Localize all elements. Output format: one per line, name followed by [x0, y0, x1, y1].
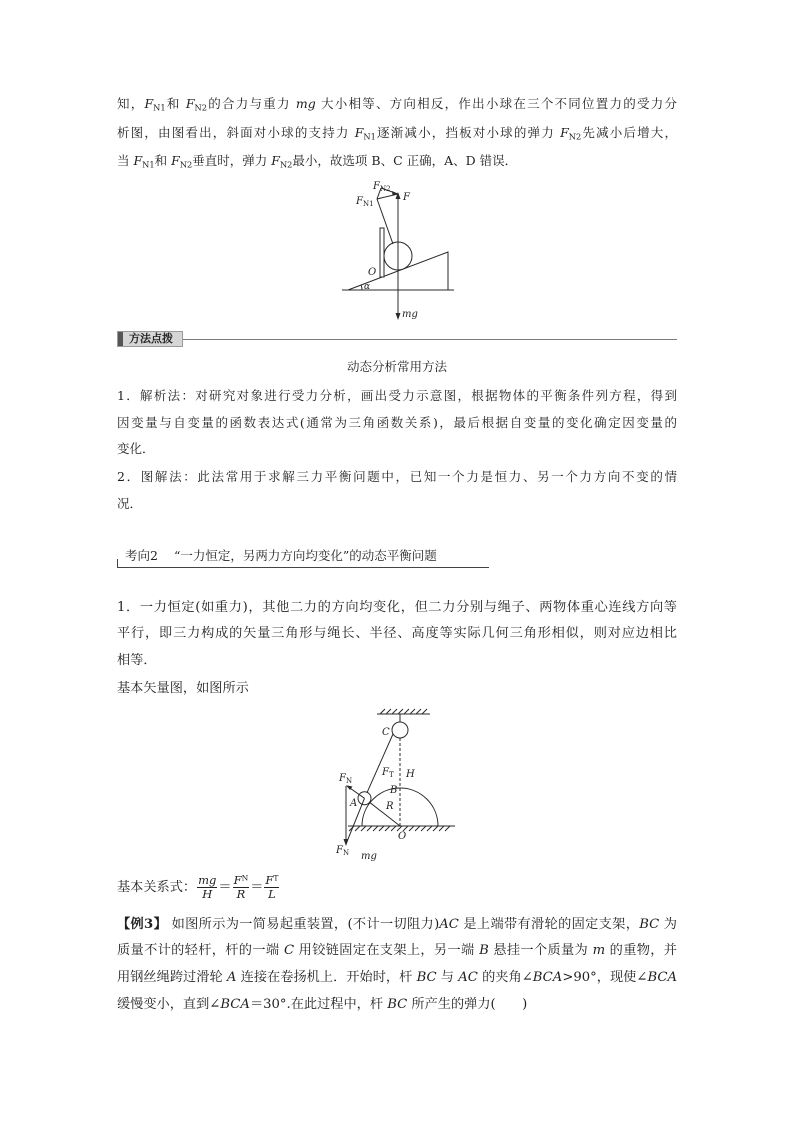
symbol-main: AC [458, 970, 478, 985]
label-fn-bottom: $F_N$ [336, 845, 350, 857]
body-line [117, 599, 677, 617]
text-run: 质量不计的轻杆，杆的一端 [117, 943, 284, 958]
math-symbol [355, 125, 376, 140]
symbol-main: BC [387, 997, 408, 1012]
text-run: 连接在卷扬机上．开始时，杆 [236, 970, 417, 985]
relation-label: 基本关系式： [117, 880, 197, 895]
tag-marker [118, 332, 123, 346]
body-line [117, 625, 677, 643]
method-title: 动态分析常用方法 [346, 359, 447, 374]
label-fn2: $F_{N2}$ [373, 181, 391, 193]
label-f: F [403, 192, 410, 203]
label-mg: mg [402, 309, 418, 320]
figure-pulley-hemisphere [330, 700, 470, 868]
text-run: 用钢丝绳跨过滑轮 [117, 970, 227, 985]
math-symbol [560, 125, 581, 140]
label-c: C [382, 727, 390, 738]
example-line [117, 996, 677, 1014]
math-symbol [296, 96, 316, 111]
text-run: 为 [659, 917, 677, 932]
text-run: 大小相等、方向相反，作出小球在三个不同位置力的受力分 [315, 96, 677, 111]
text-run: 因变量与自变量的函数表达式(通常为三角函数关系)，最后根据自变量的变化确定因变量的 [117, 415, 677, 430]
ceiling-hatch [380, 709, 427, 714]
symbol-main: F [171, 153, 180, 168]
example-line [117, 916, 677, 934]
label-fn-top: $F_N$ [339, 773, 353, 785]
symbol-subscript: N1 [363, 131, 376, 142]
math-symbol [593, 943, 606, 958]
heading-bracket [117, 559, 118, 568]
fraction [264, 874, 279, 901]
text-run: 基本矢量图，如图所示 [117, 681, 249, 696]
math-symbol [387, 997, 407, 1012]
baffle-board [380, 228, 384, 277]
symbol-main: F [560, 125, 569, 140]
topic-heading [117, 546, 489, 568]
label-o: O [398, 831, 407, 842]
topic-tag: 考向2 [125, 548, 158, 563]
label-h: H [406, 769, 415, 780]
math-symbol [417, 970, 437, 985]
text-run: 相等． [117, 653, 157, 668]
text-run: 如图所示为一简易起重装置，(不计一切阻力) [167, 917, 440, 932]
text-run: 与 [436, 970, 459, 985]
body-line [117, 680, 677, 698]
symbol-subscript: N2 [194, 102, 207, 113]
math-symbol [479, 943, 489, 958]
equals-sign: ＝ [250, 880, 264, 895]
text-run: 最小，故选项 B、C 正确，A、D 错误． [292, 153, 518, 168]
symbol-main: F [144, 96, 154, 111]
intro-line [117, 152, 677, 170]
method-line [117, 414, 677, 432]
symbol-subscript: N1 [142, 159, 155, 170]
fraction-numerator [233, 874, 250, 888]
math-symbol [227, 970, 237, 985]
method-line [117, 495, 677, 513]
math-symbol [171, 153, 192, 168]
symbol-main: F [233, 873, 242, 887]
math-symbol [639, 917, 659, 932]
text-run: 垂直时，弹力 [192, 153, 272, 168]
symbol-main: BCA [647, 970, 677, 985]
text-run: 变化． [117, 441, 155, 456]
support-force-line [377, 199, 393, 244]
text-run: 的夹角∠ [477, 970, 533, 985]
symbol-subscript: N2 [279, 159, 293, 170]
symbol-main: BCA [220, 997, 250, 1012]
intro-line [117, 95, 677, 113]
symbol-main: F [271, 153, 280, 168]
intro-line [117, 124, 677, 142]
example-line [117, 969, 677, 987]
text-run: 2．图解法：此法常用于求解三力平衡问题中，已知一个力是恒力、另一个力方向不变的情 [117, 469, 677, 484]
method-tag-text: 方法点拨 [129, 332, 173, 345]
text-run: 先减小后增大， [581, 125, 677, 140]
method-tips-tag [117, 331, 183, 347]
fraction-denominator: R [236, 887, 246, 901]
symbol-main: F [265, 873, 274, 887]
text-run: 知， [117, 96, 145, 111]
text-run: 1．解析法：对研究对象进行受力分析，画出受力示意图，根据物体的平衡条件列方程，得到 [117, 388, 677, 403]
label-mg: mg [361, 851, 377, 862]
text-run: 当 [117, 153, 134, 168]
topic-title: “一力恒定，另两力方向均变化”的动态平衡问题 [173, 548, 437, 563]
text-run: 析图，由图看出，斜面对小球的支持力 [117, 125, 355, 140]
math-symbol [144, 96, 165, 111]
symbol-main: C [283, 943, 295, 958]
math-symbol [284, 943, 294, 958]
symbol-main: A [226, 970, 237, 985]
text-run: 悬挂一个质量为 [488, 943, 593, 958]
math-symbol [220, 997, 250, 1012]
text-run: ＝30°.在此过程中，杆 [249, 997, 388, 1012]
text-run: 和 [154, 153, 172, 168]
text-run: 所产生的弹力( ) [407, 997, 528, 1012]
text-run: 逐渐减小，挡板对小球的弹力 [375, 125, 561, 140]
math-symbol [186, 96, 207, 111]
symbol-main: BCA [532, 970, 563, 985]
symbol-main: F [185, 96, 195, 111]
symbol-main: F [133, 153, 143, 168]
symbol-subscript: N1 [153, 102, 166, 113]
math-symbol [439, 917, 459, 932]
fraction-numerator [264, 874, 279, 888]
figure-incline-ball [330, 175, 470, 325]
symbol-main: BC [416, 970, 437, 985]
label-ft: $F_T$ [382, 767, 394, 779]
equals-sign: ＝ [218, 880, 232, 895]
fraction [197, 874, 217, 901]
symbol-superscript: N [241, 873, 249, 883]
body-line [117, 652, 677, 670]
text-run: 缓慢变小，直到∠ [117, 997, 221, 1012]
fraction-numerator: mg [198, 873, 217, 887]
text-run: 是上端带有滑轮的固定支架， [458, 917, 640, 932]
text-run: >90°，现使∠ [562, 970, 648, 985]
method-line [117, 468, 677, 486]
pulley [392, 722, 408, 738]
symbol-subscript: N2 [179, 159, 193, 170]
label-r: R [386, 801, 394, 812]
angle-arc [361, 285, 362, 290]
text-run: 用铰链固定在支架上，另一端 [294, 943, 480, 958]
text-run: 的合力与重力 [207, 96, 296, 111]
label-alpha: α [364, 282, 371, 292]
text-run: 平行，即三力构成的矢量三角形与绳长、半径、高度等实际几何三角形相似，则对应边相比 [117, 626, 677, 641]
text-run: 1．一力恒定(如重力)，其他二力的方向均变化，但二力分别与绳子、两物体重心连线方向等 [117, 600, 677, 615]
example-line [117, 942, 677, 960]
label-a: A [350, 798, 358, 809]
label-b: B [390, 785, 398, 796]
section-rule [183, 339, 677, 340]
symbol-subscript: N2 [568, 131, 582, 142]
symbol-main: B [479, 943, 489, 958]
math-symbol [458, 970, 478, 985]
math-symbol [647, 970, 677, 985]
basic-relation [117, 870, 677, 906]
math-symbol [133, 153, 154, 168]
symbol-main: AC [439, 917, 459, 932]
fraction-denominator: L [268, 887, 276, 901]
symbol-main: mg [295, 96, 316, 111]
text-run: 况． [117, 496, 143, 511]
symbol-main: BC [639, 917, 660, 932]
math-symbol [271, 153, 292, 168]
symbol-main: F [354, 125, 364, 140]
method-line [117, 387, 677, 405]
symbol-superscript: T [273, 873, 279, 883]
fraction-denominator: H [202, 887, 213, 901]
bold-run: 【例3】 [117, 917, 168, 932]
text-run: 和 [165, 96, 186, 111]
math-symbol [533, 970, 563, 985]
label-o: O [368, 267, 377, 278]
method-line [117, 440, 677, 458]
symbol-main: m [592, 943, 606, 958]
gravity-arrowhead [396, 313, 401, 320]
text-run: 的重物，并 [605, 943, 677, 958]
fraction [233, 874, 250, 901]
label-fn1: $F_{N1}$ [356, 196, 374, 208]
